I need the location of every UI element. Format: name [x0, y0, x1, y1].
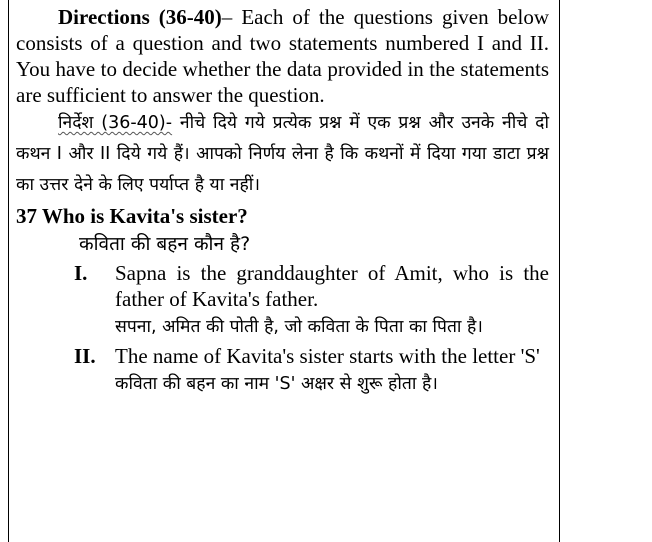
statement-2-english: The name of Kavita's sister starts with the letter 'S'	[115, 344, 540, 368]
statement-2-hindi: कविता की बहन का नाम 'S' अक्षर से शुरू होता है।	[115, 374, 438, 394]
directions-heading: Directions (36-40)	[58, 5, 222, 29]
statement-1-hindi: सपना, अमित की पोती है, जो कविता के पिता का पिता है।	[115, 317, 483, 337]
statement-2	[16, 343, 549, 400]
statement-1-number: I.	[74, 261, 88, 285]
statement-2-number: II.	[74, 344, 96, 368]
question-block	[16, 4, 549, 400]
statement-1-english: Sapna is the granddaughter of Amit, who is the father of Kavita's father.	[115, 261, 549, 311]
left-border-line	[8, 0, 9, 542]
directions-hindi	[16, 108, 549, 201]
directions-body-english: Each of the questions given below consists of a question and two statements numbered I and II. You have to decide whether the data provided in the statements are sufficient to answer the question.	[16, 5, 549, 107]
directions-english	[16, 4, 549, 108]
directions-heading-hindi: निर्देश (36-40)-	[58, 113, 173, 133]
question-title-hindi: कविता की बहन कौन है?	[79, 233, 251, 255]
right-border-line	[559, 0, 560, 542]
question-title: 37 Who is Kavita's sister?	[16, 204, 248, 228]
directions-body-hindi: नीचे दिये गये प्रत्येक प्रश्न में एक प्रश्न और उनके नीचे दो कथन I और II दिये गये हैं। आपको निर्णय लेना है कि कथनों में दिया गया डाटा प्रश्न का उत्तर देने के लिए पर्याप्त है या नहीं।	[16, 113, 549, 195]
directions-dash: –	[221, 5, 242, 29]
statement-1	[16, 260, 549, 343]
